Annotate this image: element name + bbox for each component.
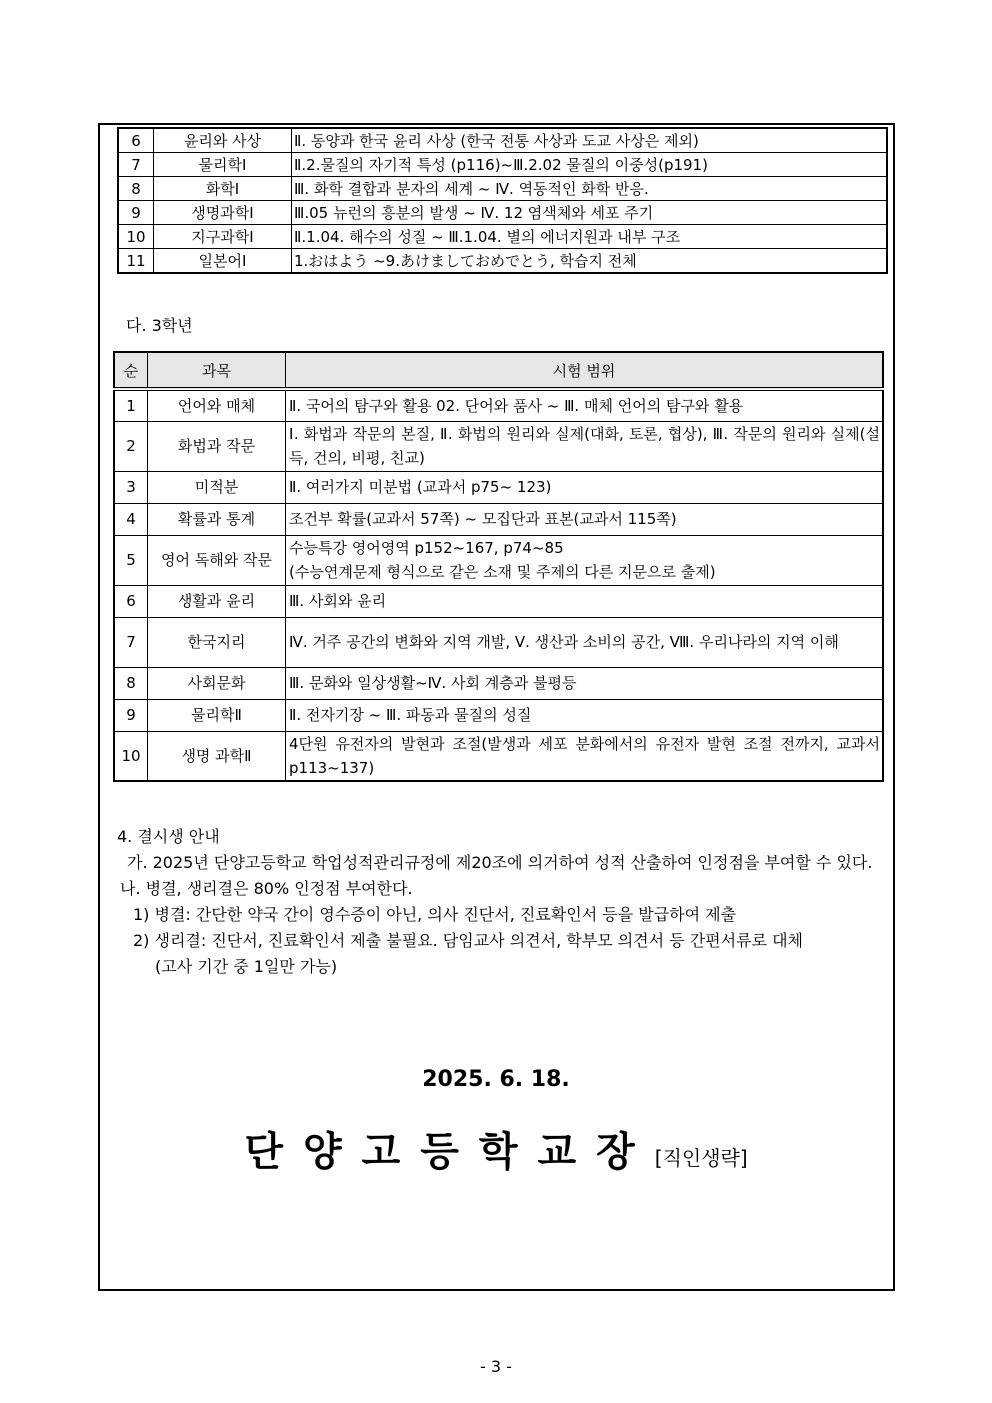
range-cell: 4단원 유전자의 발현과 조절(발생과 세포 분화에서의 유전자 발현 조절 전까지, 교과서 p113~137) <box>286 731 884 781</box>
table-row <box>118 225 887 249</box>
subject-cell: 화법과 작문 <box>148 421 286 471</box>
subject-cell: 윤리와 사상 <box>154 128 292 153</box>
row-number: 6 <box>118 128 154 153</box>
subject-cell: 사회문화 <box>148 667 286 699</box>
absence-heading: 4. 결시생 안내 <box>117 827 220 846</box>
range-cell <box>286 535 884 585</box>
header-range: 시험 범위 <box>286 352 884 389</box>
range-cell: Ⅰ. 화법과 작문의 본질, Ⅱ. 화법의 원리와 실제(대화, 토론, 협상), Ⅲ. 작문의 원리와 실제(설득, 건의, 비평, 친교) <box>286 421 884 471</box>
subject-cell: 화학Ⅰ <box>154 177 292 201</box>
principal-title: 단양고등학교장 <box>244 1129 655 1175</box>
row-number: 10 <box>114 731 148 781</box>
row-number: 7 <box>118 153 154 177</box>
absence-sub-item-2: 2) 생리결: 진단서, 진료확인서 제출 불필요. 담임교사 의견서, 학부모 의견서 등 간편서류로 대체 <box>133 931 803 950</box>
subject-cell: 지구과학Ⅰ <box>154 225 292 249</box>
table-row <box>114 535 883 585</box>
range-cell: Ⅲ.05 뉴런의 흥분의 발생 ~ Ⅳ. 12 염색체와 세포 주기 <box>292 201 888 225</box>
header-num: 순 <box>114 352 148 389</box>
row-number: 5 <box>114 535 148 585</box>
subject-cell: 언어와 매체 <box>148 389 286 421</box>
range-cell: Ⅱ.2.물질의 자기적 특성 (p116)~Ⅲ.2.02 물질의 이중성(p191) <box>292 153 888 177</box>
range-cell: Ⅱ.1.04. 해수의 성질 ~ Ⅲ.1.04. 별의 에너지원과 내부 구조 <box>292 225 888 249</box>
subject-cell: 한국지리 <box>148 617 286 667</box>
row-number: 1 <box>114 389 148 421</box>
table-row <box>114 617 883 667</box>
subject-cell: 물리학Ⅱ <box>148 699 286 731</box>
table-row <box>118 153 887 177</box>
range-cell: Ⅱ. 여러가지 미분법 (교과서 p75~ 123) <box>286 471 884 503</box>
page-number: - 3 - <box>480 1357 512 1376</box>
absence-sub-item-2-note: (고사 기간 중 1일만 가능) <box>155 957 338 976</box>
absence-item-ga: 가. 2025년 단양고등학교 학업성적관리규정에 제20조에 의거하여 성적 산출하여 인정점을 부여할 수 있다. <box>127 853 873 872</box>
table-row <box>118 177 887 201</box>
range-cell: Ⅲ. 문화와 일상생활~Ⅳ. 사회 계층과 불평등 <box>286 667 884 699</box>
table-row <box>118 128 887 153</box>
table-row <box>114 389 883 421</box>
subject-cell: 미적분 <box>148 471 286 503</box>
range-cell: Ⅱ. 동양과 한국 윤리 사상 (한국 전통 사상과 도교 사상은 제외) <box>292 128 888 153</box>
issue-date: 2025. 6. 18. <box>422 1067 570 1092</box>
grade3-exam-range-table <box>113 351 884 782</box>
subject-cell: 생명과학Ⅰ <box>154 201 292 225</box>
absence-notice-section <box>117 824 892 980</box>
seal-omitted-note: [직인생략] <box>654 1146 748 1170</box>
range-cell: Ⅲ. 화학 결합과 분자의 세계 ~ Ⅳ. 역동적인 화학 반응. <box>292 177 888 201</box>
row-number: 3 <box>114 471 148 503</box>
range-cell: Ⅲ. 사회와 윤리 <box>286 585 884 617</box>
range-cell: Ⅳ. 거주 공간의 변화와 지역 개발, Ⅴ. 생산과 소비의 공간, Ⅷ. 우리나라의 지역 이해 <box>286 617 884 667</box>
table-row <box>114 667 883 699</box>
table-row <box>114 585 883 617</box>
range-line-2: (수능연계문제 형식으로 같은 소재 및 주제의 다른 지문으로 출제) <box>289 563 716 581</box>
range-cell: Ⅱ. 국어의 탐구와 활용 02. 단어와 품사 ~ Ⅲ. 매체 언어의 탐구와 활용 <box>286 389 884 421</box>
range-line-1: 수능특강 영어영역 p152~167, p74~85 <box>289 539 564 557</box>
table-row <box>118 249 887 274</box>
table-row <box>114 731 883 781</box>
subject-cell: 생명 과학Ⅱ <box>148 731 286 781</box>
range-cell: 1.おはよう ~9.あけましておめでとう, 학습지 전체 <box>292 249 888 274</box>
subject-cell: 일본어Ⅰ <box>154 249 292 274</box>
row-number: 8 <box>114 667 148 699</box>
table-header-row <box>114 352 883 389</box>
signature-line <box>0 1120 992 1177</box>
row-number: 9 <box>114 699 148 731</box>
section-heading-grade3: 다. 3학년 <box>126 316 193 335</box>
absence-sub-item-1: 1) 병결: 간단한 약국 간이 영수증이 아닌, 의사 진단서, 진료확인서 등을 발급하여 제출 <box>133 905 737 924</box>
grade2-subject-table-continued <box>117 127 888 274</box>
subject-cell: 확률과 통계 <box>148 503 286 535</box>
absence-item-na: 나. 병결, 생리결은 80% 인정점 부여한다. <box>120 879 413 898</box>
subject-cell: 영어 독해와 작문 <box>148 535 286 585</box>
row-number: 6 <box>114 585 148 617</box>
table-row <box>114 503 883 535</box>
row-number: 4 <box>114 503 148 535</box>
table-row <box>114 471 883 503</box>
row-number: 11 <box>118 249 154 274</box>
range-cell: Ⅱ. 전자기장 ~ Ⅲ. 파동과 물질의 성질 <box>286 699 884 731</box>
row-number: 7 <box>114 617 148 667</box>
table-row <box>114 421 883 471</box>
table-row <box>114 699 883 731</box>
subject-cell: 물리학Ⅰ <box>154 153 292 177</box>
subject-cell: 생활과 윤리 <box>148 585 286 617</box>
row-number: 9 <box>118 201 154 225</box>
row-number: 8 <box>118 177 154 201</box>
row-number: 2 <box>114 421 148 471</box>
range-cell: 조건부 확률(교과서 57쪽) ~ 모집단과 표본(교과서 115쪽) <box>286 503 884 535</box>
table-row <box>118 201 887 225</box>
header-subject: 과목 <box>148 352 286 389</box>
row-number: 10 <box>118 225 154 249</box>
